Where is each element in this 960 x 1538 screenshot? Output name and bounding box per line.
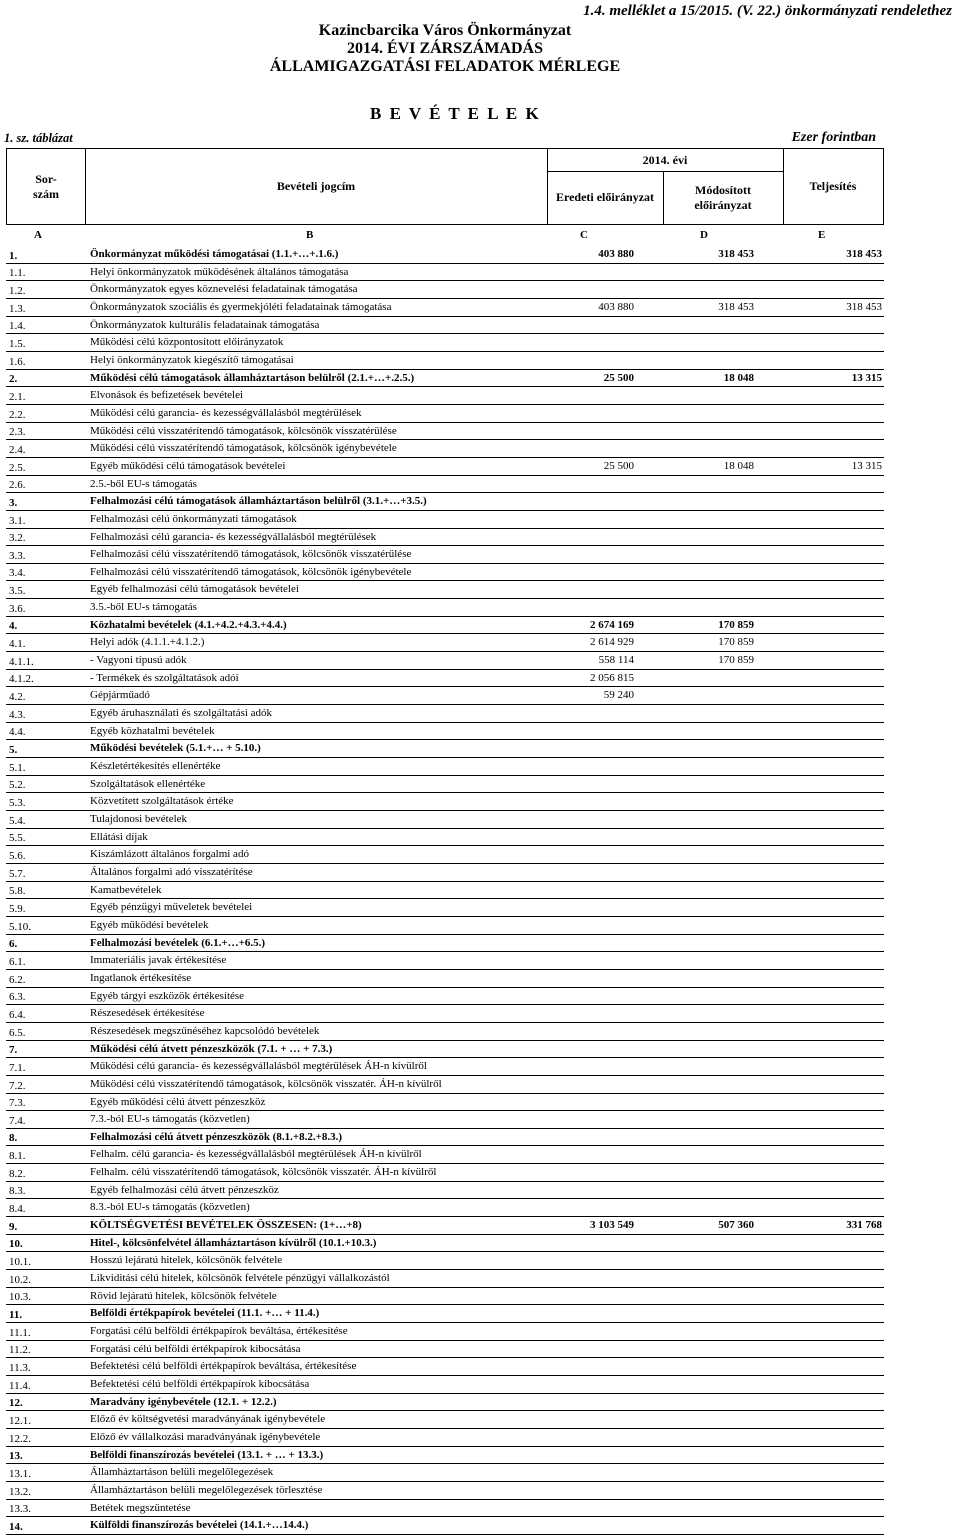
row-number: 5.1.	[9, 761, 26, 774]
row-label: Felhalm. célú garancia- és kezességvállalásból megtérülések ÁH-n kívülről	[90, 1148, 422, 1161]
row-number: 2.5.	[9, 461, 26, 474]
row-number: 10.2.	[9, 1273, 31, 1286]
table-row	[6, 670, 884, 688]
table-row	[6, 352, 884, 370]
table-row	[6, 423, 884, 441]
regulation-reference: 1.4. melléklet a 15/2015. (V. 22.) önkormányzati rendelethez	[583, 3, 952, 19]
table-row	[6, 634, 884, 652]
table-row	[6, 687, 884, 705]
table-row	[6, 370, 884, 388]
row-eredeti: 2 674 169	[590, 618, 634, 631]
row-number: 5.5.	[9, 832, 26, 845]
row-label: Egyéb áruhasználati és szolgáltatási adók	[90, 707, 273, 720]
table-row	[6, 1288, 884, 1306]
row-eredeti: 59 240	[603, 689, 634, 702]
row-number: 12.2.	[9, 1432, 31, 1445]
table-row	[6, 440, 884, 458]
row-number: 10.1.	[9, 1256, 31, 1269]
row-modositott: 18 048	[723, 371, 754, 384]
row-modositott: 170 859	[718, 618, 754, 631]
row-label: Önkormányzatok egyes köznevelési feladatainak támogatása	[90, 283, 358, 296]
row-number: 6.5.	[9, 1026, 26, 1039]
table-row	[6, 529, 884, 547]
row-label: 3.5.-ből EU-s támogatás	[90, 601, 197, 614]
row-number: 2.	[9, 373, 18, 386]
row-number: 4.1.	[9, 638, 26, 651]
row-modositott: 318 453	[718, 300, 754, 313]
row-number: 5.9.	[9, 902, 26, 915]
title-block	[250, 22, 640, 76]
table-row	[6, 1023, 884, 1041]
row-label: Egyéb közhatalmi bevételek	[90, 724, 215, 737]
table-row	[6, 564, 884, 582]
table-row	[6, 1129, 884, 1147]
row-number: 11.1.	[9, 1326, 31, 1339]
row-number: 12.	[9, 1397, 23, 1410]
table-row	[6, 1094, 884, 1112]
row-label: Önkormányzatok kulturális feladatainak támogatása	[90, 318, 320, 331]
unit-label: Ezer forintban	[791, 130, 876, 145]
row-label: Működési bevételek (5.1.+… + 5.10.)	[90, 742, 261, 755]
row-number: 13.	[9, 1450, 23, 1463]
row-number: 6.1.	[9, 955, 26, 968]
row-teljesites: 331 768	[846, 1219, 882, 1232]
row-label: Közvetített szolgáltatások értéke	[90, 795, 234, 808]
row-eredeti: 2 056 815	[590, 671, 634, 684]
row-teljesites: 318 453	[846, 248, 882, 260]
table-row	[6, 1111, 884, 1129]
row-eredeti: 25 500	[603, 459, 634, 472]
row-modositott: 170 859	[718, 636, 754, 649]
table-row	[6, 458, 884, 476]
row-number: 5.6.	[9, 849, 26, 862]
table-row	[6, 334, 884, 352]
row-label: Forgatási célú belföldi értékpapírok kibocsátása	[90, 1342, 301, 1355]
row-number: 10.	[9, 1238, 23, 1251]
row-number: 3.6.	[9, 602, 26, 615]
title-line-2: 2014. ÉVI ZÁRSZÁMADÁS	[346, 40, 544, 57]
row-label: Előző év vállalkozási maradványának igénybevétele	[90, 1430, 321, 1443]
row-number: 1.5.	[9, 337, 26, 350]
row-number: 9.	[9, 1220, 18, 1233]
row-label: Egyéb tárgyi eszközök értékesítése	[90, 989, 245, 1002]
row-label: Elvonások és befizetések bevételei	[90, 389, 244, 402]
row-number: 13.2.	[9, 1485, 31, 1498]
table-row	[6, 1164, 884, 1182]
row-number: 5.7.	[9, 867, 26, 880]
row-modositott: 18 048	[723, 459, 754, 472]
table-row	[6, 1341, 884, 1359]
table-row	[6, 476, 884, 494]
row-label: Működési célú garancia- és kezességvállalásból megtérülések	[90, 406, 362, 419]
row-eredeti: 3 103 549	[590, 1219, 634, 1232]
row-number: 1.3.	[9, 302, 26, 315]
row-number: 8.2.	[9, 1167, 26, 1180]
row-label: Egyéb pénzügyi műveletek bevételei	[90, 901, 253, 914]
row-label: Ingatlanok értékesítése	[90, 971, 192, 984]
row-number: 2.1.	[9, 390, 26, 403]
table-row	[6, 581, 884, 599]
row-label: Egyéb működési célú átvett pénzeszköz	[90, 1095, 266, 1108]
row-number: 3.4.	[9, 567, 26, 580]
col-letter-e: E	[818, 229, 826, 241]
row-label: Államháztartáson belüli megelőlegezések törlesztése	[90, 1483, 323, 1496]
row-teljesites: 318 453	[846, 300, 882, 313]
row-number: 8.4.	[9, 1203, 26, 1216]
row-number: 7.	[9, 1044, 18, 1057]
table-header	[6, 148, 884, 225]
row-label: 8.3.-ból EU-s támogatás (közvetlen)	[90, 1201, 250, 1214]
row-label: Kiszámlázott általános forgalmi adó	[90, 848, 249, 861]
table-row	[6, 1005, 884, 1023]
table-row	[6, 864, 884, 882]
table-body	[6, 246, 884, 1535]
table-row	[6, 1323, 884, 1341]
row-label: Befektetési célú belföldi értékpapírok kibocsátása	[90, 1378, 310, 1390]
row-label: Felhalmozási célú visszatérítendő támogatások, kölcsönök igénybevétele	[90, 565, 412, 578]
header-eredeti-text: Eredeti előirányzat	[555, 190, 655, 204]
header-bevet-text: Bevételi jogcím	[276, 179, 356, 193]
section-title: B E V É T E L E K	[370, 104, 541, 123]
row-label: Felhalmozási célú átvett pénzeszközök (8.1.+8.2.+8.3.)	[90, 1130, 343, 1143]
row-number: 1.	[9, 249, 18, 262]
row-label: - Vagyoni típusú adók	[90, 654, 187, 667]
row-label: Helyi önkormányzatok kiegészítő támogatásai	[90, 353, 294, 366]
row-label: Befektetési célú belföldi értékpapírok beváltása, értékesítése	[90, 1360, 357, 1373]
table-row	[6, 1146, 884, 1164]
row-number: 6.3.	[9, 991, 26, 1004]
table-row	[6, 1482, 884, 1500]
row-label: 2.5.-ből EU-s támogatás	[90, 477, 197, 490]
table-row	[6, 599, 884, 617]
table-row	[6, 776, 884, 794]
row-label: Működési célú központosított előirányzatok	[90, 336, 284, 349]
header-teljesites	[783, 149, 884, 224]
row-label: Önkormányzat működési támogatásai (1.1.+…+.1.6.)	[90, 248, 339, 260]
row-label: Helyi önkormányzatok működésének általános támogatása	[90, 265, 349, 278]
row-number: 7.2.	[9, 1079, 26, 1092]
header-sorszam-text: Sor-szám	[33, 171, 59, 201]
row-number: 5.3.	[9, 797, 26, 809]
table-row	[6, 723, 884, 741]
row-label: Hosszú lejáratú hitelek, kölcsönök felvétele	[90, 1254, 283, 1267]
row-label: Betétek megszüntetése	[90, 1501, 191, 1514]
row-label: Egyéb működési célú támogatások bevételei	[90, 459, 286, 472]
row-number: 4.3.	[9, 708, 26, 721]
row-number: 4.2.	[9, 691, 26, 704]
row-label: Készletértékesítés ellenértéke	[90, 760, 221, 773]
row-number: 4.1.1.	[9, 655, 34, 668]
table-row	[6, 952, 884, 970]
col-letter-c: C	[580, 229, 588, 241]
row-number: 12.1.	[9, 1414, 31, 1427]
row-modositott: 318 453	[718, 248, 754, 260]
row-label: 7.3.-ból EU-s támogatás (közvetlen)	[90, 1113, 250, 1126]
row-label: Felhalmozási célú önkormányzati támogatások	[90, 512, 297, 525]
row-number: 1.1.	[9, 267, 26, 280]
row-eredeti: 25 500	[603, 371, 634, 384]
row-number: 3.5.	[9, 585, 26, 598]
row-number: 5.10.	[9, 920, 31, 933]
row-number: 11.3.	[9, 1362, 31, 1374]
row-number: 2.3.	[9, 426, 26, 439]
header-year-divider	[547, 171, 783, 172]
row-label: Felhalm. célú visszatérítendő támogatások, kölcsönök visszatér. ÁH-n kívülről	[90, 1166, 437, 1179]
row-label: Közhatalmi bevételek (4.1.+4.2.+4.3.+4.4.)	[90, 618, 287, 631]
table-row	[6, 299, 884, 317]
table-row	[6, 970, 884, 988]
row-label: Forgatási célú belföldi értékpapírok beváltása, értékesítése	[90, 1325, 348, 1338]
table-row	[6, 317, 884, 335]
row-number: 6.	[9, 938, 18, 951]
row-number: 5.	[9, 744, 18, 757]
table-row	[6, 511, 884, 529]
row-modositott: 170 859	[718, 654, 754, 667]
row-label: Immateriális javak értékesítése	[90, 954, 227, 967]
table-row	[6, 405, 884, 423]
row-label: Működési célú visszatérítendő támogatások, kölcsönök visszatér. ÁH-n kívülről	[90, 1077, 442, 1090]
row-label: Előző év költségvetési maradványának igénybevétele	[90, 1413, 326, 1426]
row-number: 13.3.	[9, 1503, 31, 1516]
col-letter-d: D	[700, 229, 708, 241]
title-line-3: ÁLLAMIGAZGATÁSI FELADATOK MÉRLEGE	[269, 58, 621, 75]
row-number: 7.4.	[9, 1114, 26, 1127]
row-number: 3.3.	[9, 549, 26, 562]
row-label: Önkormányzatok szociális és gyermekjóléti feladatainak támogatása	[90, 300, 392, 313]
row-label: Működési célú garancia- és kezességvállalásból megtérülések ÁH-n kívülről	[90, 1060, 427, 1073]
table-row	[6, 758, 884, 776]
row-label: Külföldi finanszírozás bevételei (14.1.+…14.4.)	[90, 1519, 309, 1532]
col-letter-a: A	[34, 229, 42, 241]
row-label: Likviditási célú hitelek, kölcsönök felvétele pénzügyi vállalkozástól	[90, 1272, 390, 1285]
row-label: Működési célú átvett pénzeszközök (7.1. + … + 7.3.)	[90, 1042, 333, 1055]
row-number: 10.3.	[9, 1291, 31, 1304]
table-row	[6, 617, 884, 635]
row-teljesites: 13 315	[851, 459, 882, 472]
row-label: Felhalmozási célú támogatások államháztartáson belülről (3.1.+…+3.5.)	[90, 495, 427, 508]
row-label: Felhalmozási célú visszatérítendő támogatások, kölcsönök visszatérülése	[90, 548, 412, 561]
table-row	[6, 811, 884, 829]
table-row	[6, 1041, 884, 1059]
row-label: Szolgáltatások ellenértéke	[90, 777, 206, 790]
table-row	[6, 740, 884, 758]
table-row	[6, 264, 884, 282]
row-number: 2.4.	[9, 443, 26, 456]
table-row	[6, 387, 884, 405]
row-number: 8.3.	[9, 1185, 26, 1198]
table-row	[6, 1199, 884, 1217]
header-modositott	[663, 171, 784, 224]
table-row	[6, 1217, 884, 1235]
table-row	[6, 1500, 884, 1518]
table-row	[6, 1305, 884, 1323]
row-number: 3.1.	[9, 514, 26, 527]
row-modositott: 507 360	[718, 1219, 754, 1232]
row-label: Hitel-, kölcsönfelvétel államháztartáson kívülről (10.1.+10.3.)	[90, 1236, 377, 1249]
table-row	[6, 829, 884, 847]
row-number: 8.1.	[9, 1150, 26, 1163]
header-year	[547, 149, 784, 171]
row-label: Egyéb felhalmozási célú támogatások bevételei	[90, 583, 299, 596]
header-modositott-text: Módosított előirányzat	[694, 182, 752, 212]
table-row	[6, 935, 884, 953]
header-teljesites-text: Teljesítés	[809, 179, 857, 193]
row-number: 11.	[9, 1309, 23, 1322]
row-label: Felhalmozási bevételek (6.1.+…+6.5.)	[90, 936, 266, 949]
row-label: Működési célú támogatások államháztartáson belülről (2.1.+…+.2.5.)	[90, 371, 415, 384]
col-letter-b: B	[306, 229, 314, 241]
table-row	[6, 1447, 884, 1465]
row-label: Általános forgalmi adó visszatérítése	[90, 865, 253, 878]
row-number: 1.4.	[9, 320, 26, 333]
table-row	[6, 1411, 884, 1429]
row-label: Működési célú visszatérítendő támogatások, kölcsönök visszatérülése	[90, 424, 397, 437]
row-label: KÖLTSÉGVETÉSI BEVÉTELEK ÖSSZESEN: (1+…+8)	[90, 1219, 362, 1232]
row-eredeti: 558 114	[598, 654, 634, 667]
table-row	[6, 882, 884, 900]
row-number: 1.6.	[9, 355, 26, 368]
header-eredeti	[547, 171, 664, 224]
row-number: 3.2.	[9, 532, 26, 545]
row-number: 11.2.	[9, 1344, 31, 1357]
row-number: 3.	[9, 496, 18, 509]
table-number: 1. sz. táblázat	[4, 131, 73, 145]
row-number: 4.4.	[9, 726, 26, 739]
table-row	[6, 1464, 884, 1482]
row-number: 13.1.	[9, 1467, 31, 1480]
row-number: 2.6.	[9, 479, 26, 492]
row-label: Egyéb működési bevételek	[90, 918, 209, 931]
row-number: 14.	[9, 1520, 23, 1533]
table-row	[6, 1235, 884, 1253]
table-row	[6, 1358, 884, 1376]
table-row	[6, 1270, 884, 1288]
row-eredeti: 2 614 929	[590, 636, 634, 649]
row-label: Belföldi finanszírozás bevételei (13.1. + … + 13.3.)	[90, 1448, 324, 1461]
row-number: 6.4.	[9, 1008, 26, 1021]
table-row	[6, 281, 884, 299]
row-label: Belföldi értékpapírok bevételei (11.1. +… + 11.4.)	[90, 1307, 320, 1320]
row-label: Felhalmozási célú garancia- és kezességvállalásból megtérülések	[90, 530, 377, 543]
row-number: 7.1.	[9, 1061, 26, 1074]
row-label: Rövid lejáratú hitelek, kölcsönök felvétele	[90, 1289, 277, 1302]
table-row	[6, 1076, 884, 1094]
row-eredeti: 403 880	[598, 300, 634, 313]
table-row	[6, 1182, 884, 1200]
row-teljesites: 13 315	[851, 371, 882, 384]
row-label: Részesedések megszűnéséhez kapcsolódó bevételek	[90, 1024, 320, 1037]
row-number: 2.2.	[9, 408, 26, 421]
row-label: Államháztartáson belüli megelőlegezések	[90, 1466, 274, 1479]
table-row	[6, 988, 884, 1006]
row-number: 1.2.	[9, 284, 26, 297]
row-number: 4.	[9, 620, 18, 633]
header-sorszam	[7, 149, 86, 224]
row-label: - Termékek és szolgáltatások adói	[90, 671, 239, 684]
table-row	[6, 1429, 884, 1447]
row-eredeti: 403 880	[598, 248, 634, 260]
header-bevet	[85, 149, 548, 224]
row-label: Működési célú visszatérítendő támogatások, kölcsönök igénybevétele	[90, 442, 397, 455]
row-label: Ellátási díjak	[90, 830, 148, 843]
table-row	[6, 917, 884, 935]
row-number: 11.4.	[9, 1379, 31, 1392]
row-label: Helyi adók (4.1.1.+4.1.2.)	[90, 636, 205, 649]
table-row	[6, 546, 884, 564]
row-number: 5.2.	[9, 779, 26, 792]
table-row	[6, 493, 884, 511]
table-row	[6, 652, 884, 670]
row-label: Egyéb felhalmozási célú átvett pénzeszköz	[90, 1183, 279, 1196]
table-row	[6, 705, 884, 723]
table-row	[6, 1376, 884, 1394]
row-number: 8.	[9, 1132, 18, 1145]
row-number: 6.2.	[9, 973, 26, 986]
title-line-1: Kazincbarcika Város Önkormányzat	[318, 22, 572, 39]
row-label: Gépjárműadó	[90, 689, 150, 702]
table-row	[6, 1252, 884, 1270]
row-number: 4.1.2.	[9, 673, 34, 686]
table-row	[6, 899, 884, 917]
row-number: 5.8.	[9, 885, 26, 898]
row-label: Részesedések értékesítése	[90, 1007, 205, 1020]
table-row	[6, 1394, 884, 1412]
header-year-text: 2014. évi	[642, 152, 688, 167]
row-label: Tulajdonosi bevételek	[90, 813, 188, 825]
table-row	[6, 1058, 884, 1076]
row-number: 5.4.	[9, 814, 26, 827]
table-row	[6, 793, 884, 811]
row-number: 7.3.	[9, 1097, 26, 1110]
table-row	[6, 246, 884, 264]
table-row	[6, 846, 884, 864]
column-letters-row	[6, 229, 884, 244]
row-label: Kamatbevételek	[90, 883, 162, 896]
table-row	[6, 1517, 884, 1535]
row-label: Maradvány igénybevétele (12.1. + 12.2.)	[90, 1395, 277, 1408]
